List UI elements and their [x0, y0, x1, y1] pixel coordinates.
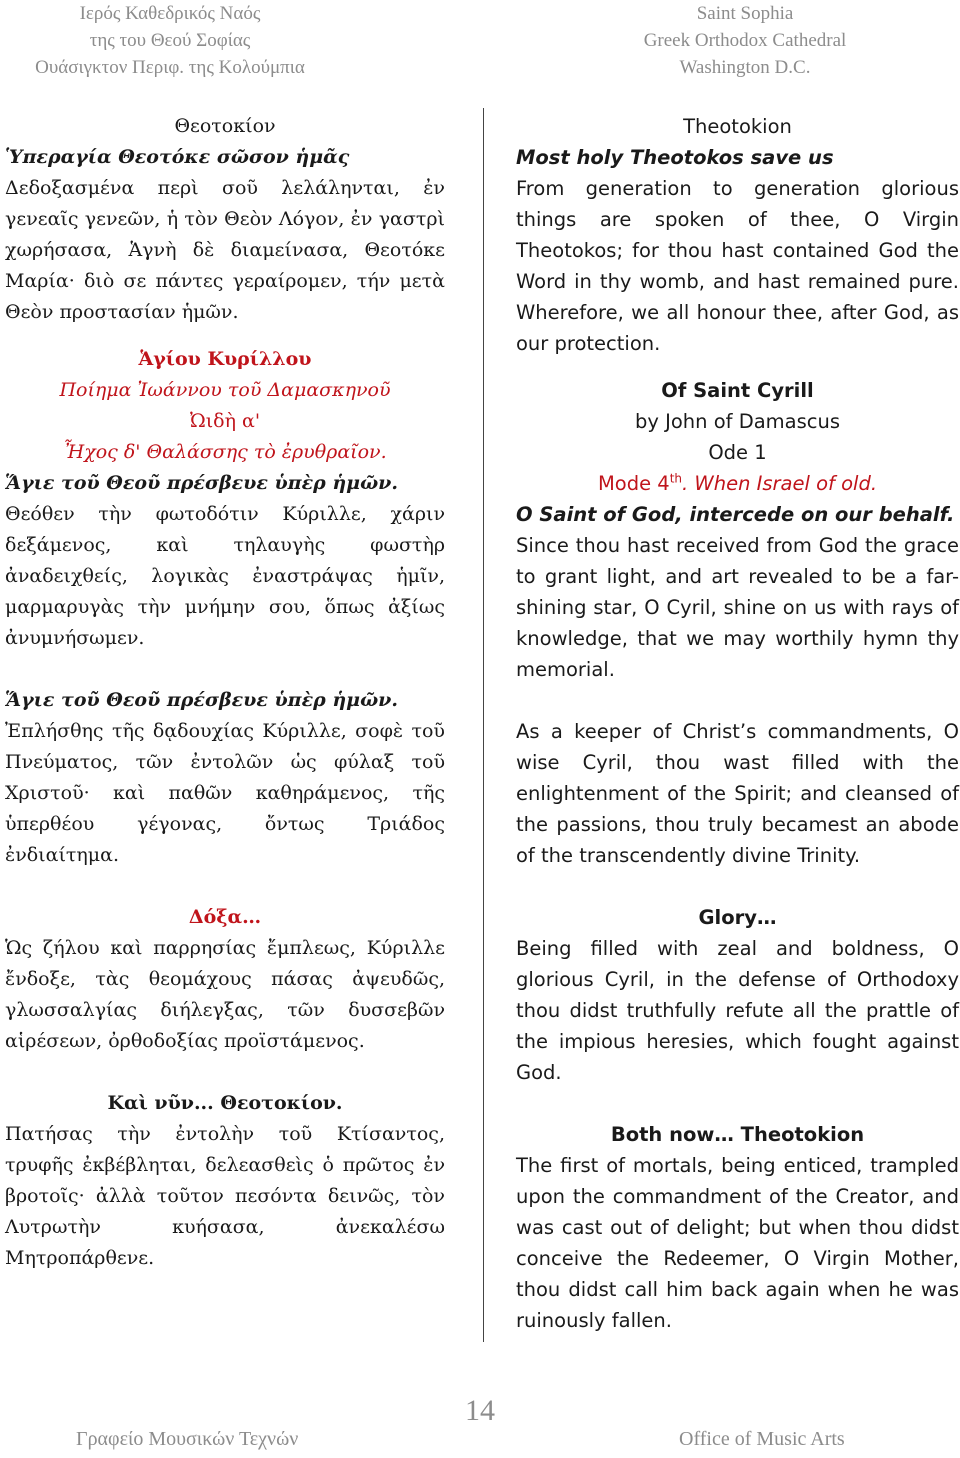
greek-troparion-3: Ὡς ζήλου καὶ παρρησίας ἔμπλεως, Κύριλλε ἔνδοξε, τὰς θεομάχους πάσας ἀψευδῶς, γλωσσαλγίας διήλεγξας, τῶν δυσσεβῶν αἱρέσεων, ὀρθοδοξίας προϊστάμενος. [5, 937, 445, 1052]
english-theotokion-text: From generation to generation glorious things are spoken of thee, O Virgin Theotokos; for thou hast contained God the Word in thy womb, and hast remained pure. Wherefore, we all honour thee, after God, as our protection. [516, 177, 959, 355]
greek-refrain-theotokos: Ὑπεραγία Θεοτόκε σῶσον ἡμᾶς [5, 146, 350, 168]
header-left [0, 0, 340, 81]
english-troparion-2: As a keeper of Christ’s commandments, O wise Cyril, thou wast filled with the enlightenment of the Spirit; and cleansed of the passions, thou truly becamest an abode of the transcendently divine Trinity. [516, 720, 959, 867]
header-right-line-3: Washington D.C. [679, 57, 811, 78]
english-poem-by: by John of Damascus [634, 410, 841, 433]
english-troparion-1: Since thou hast received from God the grace to grant light, and art revealed to be a far-shining star, O Cyril, shine on us with rays of knowledge, that we may worthily hymn thy memorial. [516, 534, 959, 681]
header-left-line-1: Ιερός Καθεδρικός Ναός [79, 3, 261, 24]
english-theotokion-2: The first of mortals, being enticed, trampled upon the commandment of the Creator, and was cast out of delight; but when thou didst conceive the Redeemer, O Virgin Mother, thou didst call him back again when he was ruinously fallen. [516, 1154, 959, 1332]
header-left-line-2: της του Θεού Σοφίας [89, 30, 251, 51]
greek-both-now: Καὶ νῦν... Θεοτοκίον. [107, 1092, 343, 1114]
greek-canon-title: Ἁγίου Κυρίλλου [138, 348, 312, 370]
column-divider [483, 108, 484, 1342]
english-refrain-saint: O Saint of God, intercede on our behalf. [516, 503, 955, 526]
english-mode-prefix: Mode 4 [597, 472, 670, 495]
english-mode-suffix: . When Israel of old. [682, 472, 878, 495]
english-canon-title: Of Saint Cyrill [661, 379, 814, 402]
greek-mode: Ἦχος δ' Θαλάσσης τὸ ἐρυθραῖον. [63, 441, 387, 463]
english-troparion-3: Being filled with zeal and boldness, O glorious Cyril, in the defense of Orthodoxy thou didst truthfully refute all the prattle of the impious heresies, which fought against God. [516, 937, 959, 1084]
greek-troparion-1: Θεόθεν τὴν φωτοδότιν Κύριλλε, χάριν δεξάμενος, καὶ τηλαυγὴς φωστὴρ ἀναδειχθείς, λογικὰς ἐναστράψας ἡμῖν, μαρμαρυγὰς τὴν μνήμην σου, ὅπως ἀξίως ἀνυμνήσωμεν. [5, 503, 445, 649]
english-both-now: Both now… Theotokion [610, 1123, 865, 1146]
greek-theotokion-title: Θεοτοκίον [174, 115, 276, 137]
english-glory: Glory… [698, 906, 777, 929]
english-column [516, 111, 959, 1336]
greek-troparion-2: Ἐπλήσθης τῆς δᾳδουχίας Κύριλλε, σοφὲ τοῦ Πνεύματος, τῶν ἐντολῶν ὡς φύλαξ τοῦ Χριστοῦ· καὶ παθῶν καθηράμενος, τῆς ὑπερθέου γέγονας, ὄντως Τριάδος ἐνδιαίτημα. [5, 720, 445, 866]
greek-ode: Ὠιδὴ α' [189, 410, 261, 432]
header-right-line-2: Greek Orthodox Cathedral [643, 30, 847, 51]
greek-theotokion-text: Δεδοξασμένα περὶ σοῦ λελάληνται, ἐν γενεαῖς γενεῶν, ἡ τὸν Θεὸν Λόγον, ἐν γαστρὶ χωρήσασα, Ἁγνὴ δὲ διαμείνασα, Θεοτόκε Μαρία· διὸ σε πάντες γεραίρομεν, τήν μετὰ Θεὸν προστασίαν ἡμῶν. [5, 177, 445, 323]
greek-poem-by: Ποίημα Ἰωάννου τοῦ Δαμασκηνοῦ [59, 379, 391, 401]
english-refrain-theotokos: Most holy Theotokos save us [516, 146, 834, 169]
footer-right: Office of Music Arts [679, 1428, 845, 1450]
english-mode [516, 468, 959, 499]
greek-glory: Δόξα… [188, 906, 262, 928]
english-ode: Ode 1 [708, 441, 767, 464]
header-right [585, 0, 905, 81]
footer-left: Γραφείο Μουσικών Τεχνών [76, 1428, 299, 1450]
english-mode-sup: th [669, 471, 683, 486]
header-left-line-3: Ουάσιγκτον Περιφ. της Κολούμπια [35, 57, 305, 78]
greek-column [5, 111, 445, 1274]
greek-refrain-saint-2: Ἅγιε τοῦ Θεοῦ πρέσβευε ὑπὲρ ἡμῶν. [5, 689, 398, 711]
greek-refrain-saint-1: Ἅγιε τοῦ Θεοῦ πρέσβευε ὑπὲρ ἡμῶν. [5, 472, 398, 494]
header-right-line-1: Saint Sophia [696, 3, 794, 24]
greek-theotokion-2: Πατήσας τὴν ἐντολὴν τοῦ Κτίσαντος, τρυφῆς ἐκβέβληται, δελεασθεὶς ὁ πρῶτος ἐν βροτοῖς· ἀλλὰ τοῦτον πεσόντα δεινῶς, τὸν Λυτρωτὴν κυήσασα, ἀνεκαλέσω Μητροπάρθενε. [5, 1123, 445, 1269]
english-theotokion-title: Theotokion [683, 115, 792, 138]
page-number: 14 [465, 1394, 495, 1427]
